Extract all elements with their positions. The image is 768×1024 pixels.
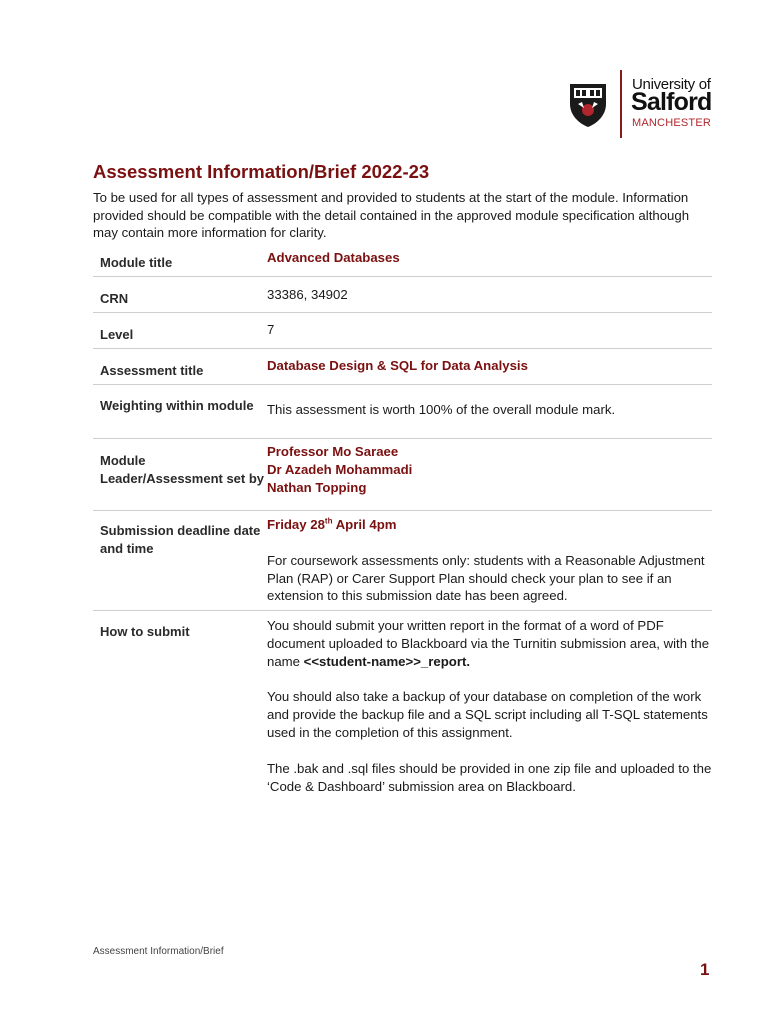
row-label-how-to-submit: How to submit	[100, 624, 190, 639]
level-value: 7	[267, 322, 275, 337]
deadline-date: Friday 28th April 4pm	[267, 516, 397, 532]
module-title-value: Advanced Databases	[267, 250, 400, 265]
intro-paragraph: To be used for all types of assessment and provided to students at the start of the module. Information provided should be compatible with the detail contained in the approved module specification although may contain more information for clarity.	[93, 190, 690, 241]
row-label-crn: CRN	[100, 291, 129, 306]
deadline-value	[267, 511, 712, 610]
logo-salford: Salford	[631, 88, 712, 116]
assessment-title-value: Database Design & SQL for Data Analysis	[267, 358, 528, 373]
table-row	[93, 242, 712, 277]
crest-icon	[568, 80, 608, 128]
page-number: 1	[700, 960, 710, 979]
weighting-value: This assessment is worth 100% of the overall module mark.	[267, 402, 616, 417]
row-label-deadline: Submission deadline date and time	[100, 523, 261, 556]
submit-paragraph-3: The .bak and .sql files should be provided in one zip file and uploaded to the ‘Code & Dashboard’ submission area on Blackboard.	[267, 760, 712, 794]
module-leader-value	[267, 439, 712, 510]
logo-manchester: MANCHESTER	[632, 117, 712, 129]
table-row	[93, 385, 712, 439]
logo-university-of: University of	[632, 76, 711, 93]
deadline-note: For coursework assessments only: students with a Reasonable Adjustment Plan (RAP) or Carer Support Plan should check your plan to see if an extension to this submission date has been agreed.	[267, 552, 705, 604]
leader-name: Nathan Topping	[267, 479, 367, 495]
row-label-level: Level	[100, 327, 134, 342]
assessment-table	[93, 242, 712, 795]
row-label-weighting: Weighting within module	[100, 398, 254, 413]
logo-divider	[620, 70, 622, 138]
page-footer: Assessment Information/Brief	[93, 946, 224, 957]
row-label-assessment-title: Assessment title	[100, 363, 204, 378]
table-row	[93, 611, 712, 795]
table-row	[93, 511, 712, 611]
table-row	[93, 277, 712, 313]
table-row	[93, 349, 712, 385]
university-logo	[568, 68, 718, 140]
table-row	[93, 313, 712, 349]
leader-name: Professor Mo Saraee	[267, 444, 399, 459]
submit-paragraph-2: You should also take a backup of your database on completion of the work and provide the backup file and a SQL script including all T-SQL statements used in the completion of this assignment.	[267, 689, 708, 740]
row-label-module-title: Module title	[100, 255, 173, 270]
row-label-module-leader: Module Leader/Assessment set by	[100, 453, 265, 486]
leader-name: Dr Azadeh Mohammadi	[267, 461, 413, 477]
crn-value: 33386, 34902	[267, 287, 348, 302]
submit-paragraph-1: You should submit your written report in the format of a word of PDF document uploaded to Blackboard via the Turnitin submission area, with the name <<student-name>>_report.	[267, 618, 710, 669]
page-title: Assessment Information/Brief 2022-23	[93, 161, 430, 182]
table-row	[93, 439, 712, 511]
how-to-submit-value	[267, 611, 712, 795]
